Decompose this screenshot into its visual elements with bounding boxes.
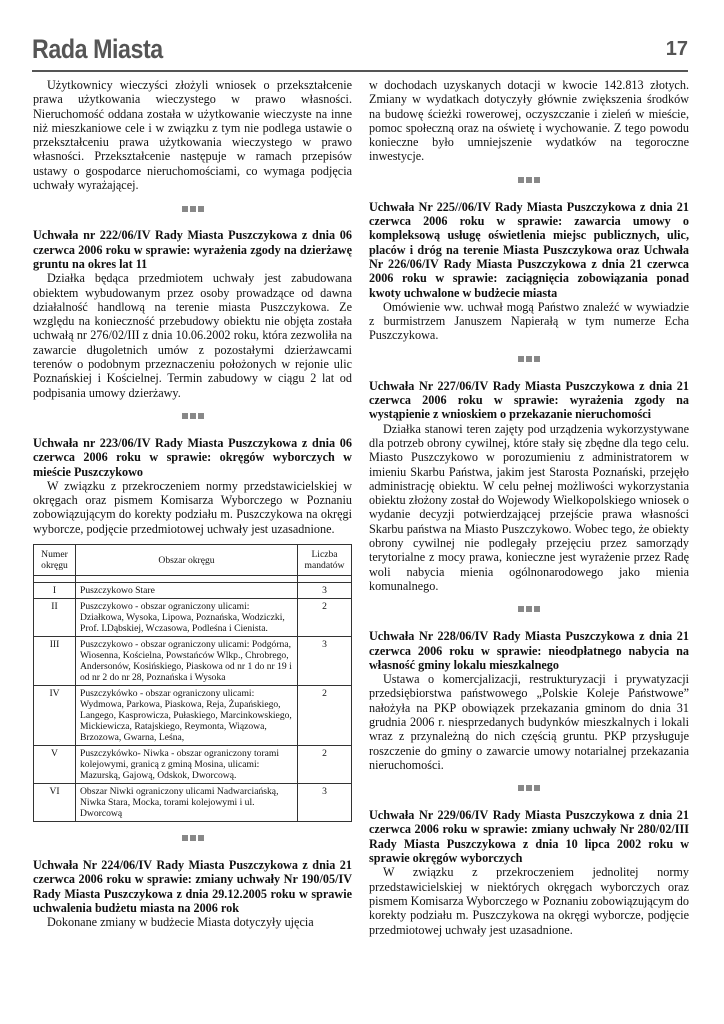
article-paragraph: Działka stanowi teren zajęty pod urządzenia wykorzystywane dla potrzeb obrony cywilnej, które stały się zbędne dla tego celu. Miasto Puszczykowo w porozumieniu z administratorem w imieniu Skarbu Państwa, jakim jest Starosta Poznański, przejęło administrację obiektu. W celu pełnej możliwości wykorzystania obiektu złożony został do Wojewody Wielkopolskiego wniosek o wydanie decyzji potwierdzającej przejście prawa własności Skarbu państwa na Miasto Puszczykowo. Wobec tego, że obiekty obrony cywilnej nie podlegały przejęciu przez samorządy terytorialne z mocy prawa, konieczne jest wyrażenie przez Radę woli nabycia mienia ogólnonarodowego jako mienia komunalnego. — [369, 421, 689, 593]
district-seats: 2 — [298, 599, 352, 637]
section-separator — [33, 408, 352, 422]
article-paragraph: W związku z przekroczeniem jednolitej normy przedstawicielskiej w niektórych okręgach wyborczych oraz pismem Komisarza Wyborczego w Poznaniu zobowiązującym do korekty podziału m. Puszczykowa na okręgi wyborcze, podjęcie przedmiotowej uchwały jest uzasadnione. — [369, 865, 689, 937]
district-area: Obszar Niwki ograniczony ulicami Nadwarciańską, Niwka Stara, Mocka, torami kolejowymi i ul. Dworcową — [76, 784, 298, 822]
section-separator — [369, 351, 689, 365]
article-paragraph: Omówienie ww. uchwał mogą Państwo znaleźć w wywiadzie z burmistrzem Januszem Napierałą w tym numerze Echa Puszczykowa. — [369, 299, 689, 343]
page-number: 17 — [665, 38, 688, 60]
column-header: Liczba mandatów — [298, 545, 352, 576]
article-paragraph: W związku z przekroczeniem normy przedstawicielskiej w okręgach oraz pismem Komisarza Wyborczego w Poznaniu zobowiązującym do korekty podziału m. Puszczykowa na okręgi wyborcze, podjęcie przedmiotowej uchwały jest uzasadnione. — [33, 478, 352, 536]
column-header: Numer okręgu — [34, 545, 76, 576]
resolution-heading-225: Uchwała Nr 225//06/IV Rady Miasta Puszczykowa z dnia 21 czerwca 2006 roku w sprawie: zawarcia umowy o kompleksową usługę oświetlenia miejsc publicznych, ulic, placów i dróg na terenie Miasta Puszczykowa oraz Uchwała Nr 226/06/IV Rady Miasta Puszczykowa z dnia 21 czerwca 2006 roku w sprawie: zaciągnięcia zobowiązania ponad kwoty uchwalone w budżecie miasta — [369, 199, 689, 300]
section-separator — [369, 172, 689, 186]
district-number: II — [34, 599, 76, 637]
table-header-row — [34, 545, 352, 576]
left-column — [33, 78, 352, 930]
district-area: Puszczykówko- Niwka - obszar ograniczony torami kolejowymi, granicą z gminą Mosina, ulicami: Mazurską, Gajową, Odskok, Dworcową. — [76, 746, 298, 784]
article-paragraph: Dokonane zmiany w budżecie Miasta dotyczyły ujęcia — [47, 915, 314, 930]
article-paragraph: Ustawa o komercjalizacji, restrukturyzacji i prywatyzacji przedsiębiorstwa państwowego „Polskie Koleje Państwowe” nałożyła na PKP obowiązek przekazania gminom do dnia 31 grudnia 2006 r. niesprzedanych budynków mieszkalnych i lokali wraz z przynależną do nich częścią gruntu. PKP przysługuje roszczenie do gminy o zawarcie umowy notarialnej przekazania nieruchomości. — [369, 672, 689, 772]
table-row — [34, 599, 352, 637]
district-number: VI — [34, 784, 76, 822]
district-seats: 3 — [298, 583, 352, 599]
district-area: Puszczykówko - obszar ograniczony ulicami: Wydmowa, Parkowa, Piaskowa, Reja, Żupańskiego, Langego, Kasprowicza, Pułaskiego, Marcinkowskiego, Mickiewicza, Ratajskiego, Reymonta, Wiązowa, Brzozowa, Gwarna, Leśna, — [76, 686, 298, 746]
article-paragraph: Działka będąca przedmiotem uchwały jest zabudowana obiektem wybudowanym przez osoby prowadzące od dawna działalność handlową na terenie miasta Puszczykowa. Ze względu na konieczność przebudowy obiektu nie objęta została uchwałą nr 276/02/III z dnia 10.06.2002 roku, która zezwoliła na zawarcie długoletnich umów z pozostałymi dzierżawcami terenów o podobnym przeznaczeniu położonych w rejonie ulic Poznańskiej i Kościelnej. Termin zabudowy w ciągu 2 lat od podpisania umowy dzierżawy. — [33, 271, 352, 400]
district-number: I — [34, 583, 76, 599]
resolution-heading-223: Uchwała nr 223/06/IV Rady Miasta Puszczykowa z dnia 06 czerwca 2006 roku w sprawie: okręgów wyborczych w mieście Puszczykowo — [33, 435, 352, 479]
district-seats: 2 — [298, 686, 352, 746]
table-row — [34, 784, 352, 822]
table-row — [34, 583, 352, 599]
district-number: V — [34, 746, 76, 784]
section-separator — [369, 780, 689, 794]
resolution-heading-224: Uchwała Nr 224/06/IV Rady Miasta Puszczykowa z dnia 21 czerwca 2006 roku w sprawie: zmiany uchwały Nr 190/05/IV Rady Miasta Puszczykowa z dnia 29.12.2005 roku w sprawie uchwalenia budżetu miasta na 2006 rok — [33, 858, 352, 915]
section-separator — [33, 830, 352, 844]
district-number: III — [34, 637, 76, 686]
table-row — [34, 746, 352, 784]
district-seats: 3 — [298, 784, 352, 822]
resolution-heading-227: Uchwała Nr 227/06/IV Rady Miasta Puszczykowa z dnia 21 czerwca 2006 roku w sprawie: wyrażenia zgody na wystąpienie z wnioskiem o przekazanie nieruchomości — [369, 378, 689, 422]
section-separator — [369, 601, 689, 615]
article-paragraph: Użytkownicy wieczyści złożyli wniosek o przekształcenie prawa użytkowania wieczystego w prawo własności. Nieruchomość oddana została w użytkowanie wieczyste na inne niż mieszkaniowe cele i w związku z tym nie podlega ustawie o przekształceniu prawa użytkowania wieczystego w prawo własności. Przekształcenie następuje w ramach przepisów ustawy o gospodarce nieruchomościami, co wymaga podjęcia uchwały wyrażającej. — [33, 78, 352, 193]
right-column — [369, 78, 689, 937]
resolution-heading-228: Uchwała Nr 228/06/IV Rady Miasta Puszczykowa z dnia 21 czerwca 2006 roku w sprawie: nieodpłatnego nabycia na własność gminy lokalu mieszkalnego — [369, 629, 689, 672]
table-row — [34, 686, 352, 746]
resolution-heading-229: Uchwała Nr 229/06/IV Rady Miasta Puszczykowa z dnia 21 czerwca 2006 roku w sprawie: zmiany uchwały Nr 280/02/III Rady Miasta Puszczykowa z dnia 10 lipca 2002 roku w sprawie okręgów wyborczych — [369, 808, 689, 866]
electoral-districts-table — [33, 544, 352, 822]
header-rule — [32, 70, 688, 72]
table-row — [34, 637, 352, 686]
district-seats: 2 — [298, 746, 352, 784]
district-area: Puszczykowo - obszar ograniczony ulicami: Podgórna, Wiosenna, Kościelna, Powstańców Wlkp., Chrobrego, Andersonów, Kosińskiego, Piaskowa od nr 1 do nr 19 i od nr 2 do nr 28, Poznańska i Wysoka — [76, 637, 298, 686]
district-area: Puszczykowo Stare — [76, 583, 298, 599]
page-header — [32, 34, 688, 72]
district-area: Puszczykowo - obszar ograniczony ulicami: Działkowa, Wysoka, Lipowa, Poznańska, Wodziczki, Prof. I.Dąbskiej, Wczasowa, Podleśna i Cienista. — [76, 599, 298, 637]
column-header: Obszar okręgu — [76, 545, 298, 576]
district-seats: 3 — [298, 637, 352, 686]
section-title: Rada Miasta — [32, 34, 163, 64]
district-number: IV — [34, 686, 76, 746]
section-separator — [33, 200, 352, 214]
article-paragraph: w dochodach uzyskanych dotacji w kwocie 142.813 złotych. Zmiany w wydatkach dotyczyły głównie zwiększenia środków na budowę ścieżki rowerowej, oczyszczanie i zieleń w mieście, pomoc społeczną oraz na oświetę i wychowanie. Z tego powodu konieczne było umniejszenie wydatków na tegoroczne inwestycje. — [369, 78, 689, 164]
resolution-heading-222: Uchwała nr 222/06/IV Rady Miasta Puszczykowa z dnia 06 czerwca 2006 roku w sprawie: wyrażenia zgody na dzierżawę gruntu na okres lat 11 — [33, 228, 352, 271]
